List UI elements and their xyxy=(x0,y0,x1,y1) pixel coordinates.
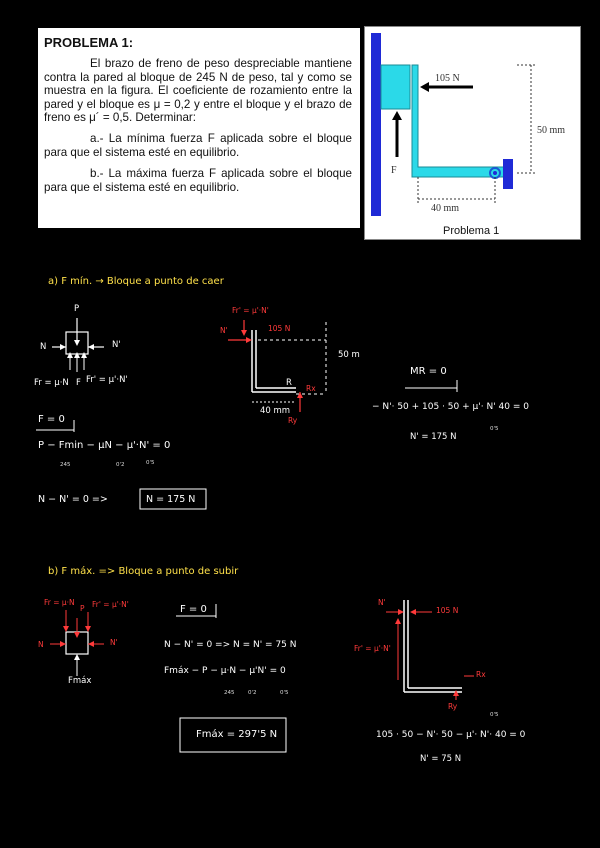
b-eq-moment-sub: 0'5 xyxy=(490,712,499,718)
b-arm-Rx: Rx xyxy=(476,670,486,679)
a-eq-F0: F = 0 xyxy=(38,414,65,425)
b-eq-moment-result: N' = 75 N xyxy=(420,754,462,764)
a-eq-x: N − N' = 0 => xyxy=(38,494,108,505)
b-eq-y: Fmáx − P − μ·N − μ'N' = 0 xyxy=(164,666,286,676)
b-eq-y-sub-2: 0'5 xyxy=(280,690,289,696)
a-arm-40: 40 mm xyxy=(260,406,291,416)
a-eq-moment-sub: 0'5 xyxy=(490,426,499,432)
b-label-P: P xyxy=(80,604,85,613)
b-label-Fr: Fr = μ·N xyxy=(44,598,75,607)
b-arm-105: 105 N xyxy=(436,606,459,615)
a-eq-M0: MR = 0 xyxy=(410,366,447,377)
part-b-heading: b) F máx. => Bloque a punto de subir xyxy=(48,566,239,577)
part-a-heading: a) F mín. → Bloque a punto de caer xyxy=(48,276,224,287)
b-arm-Ry: Ry xyxy=(448,702,458,711)
b-label-Fmax: Fmáx xyxy=(68,676,92,686)
a-arm-R: R xyxy=(286,378,292,388)
a-label-F: F xyxy=(76,378,81,388)
b-eq-F0: F = 0 xyxy=(180,604,207,615)
a-arm-Rx: Rx xyxy=(306,384,316,393)
b-arm-N: N' xyxy=(378,598,386,607)
a-arm-N: N' xyxy=(220,326,228,335)
a-label-P: P xyxy=(74,304,80,314)
a-arm-105: 105 N xyxy=(268,324,291,333)
a-eq-moment: − N'· 50 + 105 · 50 + μ'· N' 40 = 0 xyxy=(372,402,529,412)
b-eq-x: N − N' = 0 => N = N' = 75 N xyxy=(164,640,297,650)
b-label-N1: N' xyxy=(110,638,118,647)
b-result: Fmáx = 297'5 N xyxy=(196,729,278,740)
a-label-Fr: Fr = μ·N xyxy=(34,378,69,388)
a-eq-y-sub-2: 0'5 xyxy=(146,460,155,466)
question-a: a.- La mínima fuerza F aplicada sobre el bloque para que el sistema esté en equilibrio. xyxy=(44,132,352,159)
label-F: F xyxy=(391,165,397,176)
b-label-N: N xyxy=(38,640,44,649)
problem-title: PROBLEMA 1: xyxy=(44,35,134,50)
a-eq-y: P − Fmin − μN − μ'·N' = 0 xyxy=(38,440,171,451)
b-label-Fr1: Fr' = μ'·N' xyxy=(92,600,129,609)
b-eq-y-sub-1: 0'2 xyxy=(248,690,257,696)
a-eq-y-sub-1: 0'2 xyxy=(116,462,125,468)
a-arm-Ry: Ry xyxy=(288,416,298,425)
problem-body: El brazo de freno de peso despreciable mantiene contra la pared al bloque de 245 N de peso, tal y como se muestra en la figura. El coeficiente de rozamiento entre la pared y el bloque es μ = 0,2 y entre el bloque y el brazo de freno es μ´ = 0,5. Determinar: xyxy=(44,57,352,125)
a-arm-50: 50 m xyxy=(338,350,360,360)
label-105: 105 N xyxy=(435,73,460,84)
label-40mm: 40 mm xyxy=(431,203,460,214)
figure-caption: Problema 1 xyxy=(443,225,500,237)
a-label-Fr1: Fr' = μ'·N' xyxy=(86,375,128,385)
a-eq-y-sub-0: 245 xyxy=(60,462,71,468)
a-arm-Fr: Fr' = μ'·N' xyxy=(232,306,269,315)
question-b: b.- La máxima fuerza F aplicada sobre el bloque para que el sistema esté en equilibrio. xyxy=(44,167,352,194)
b-eq-y-sub-0: 245 xyxy=(224,690,235,696)
label-50mm: 50 mm xyxy=(537,125,566,136)
a-eq-moment-result: N' = 175 N xyxy=(410,432,457,442)
b-arm-Fr: Fr' = μ'·N' xyxy=(354,644,391,653)
a-label-N1: N' xyxy=(112,340,121,350)
a-eq-x-result: N = 175 N xyxy=(146,494,196,505)
b-eq-moment: 105 · 50 − N'· 50 − μ'· N'· 40 = 0 xyxy=(376,730,526,740)
a-label-N: N xyxy=(40,342,47,352)
